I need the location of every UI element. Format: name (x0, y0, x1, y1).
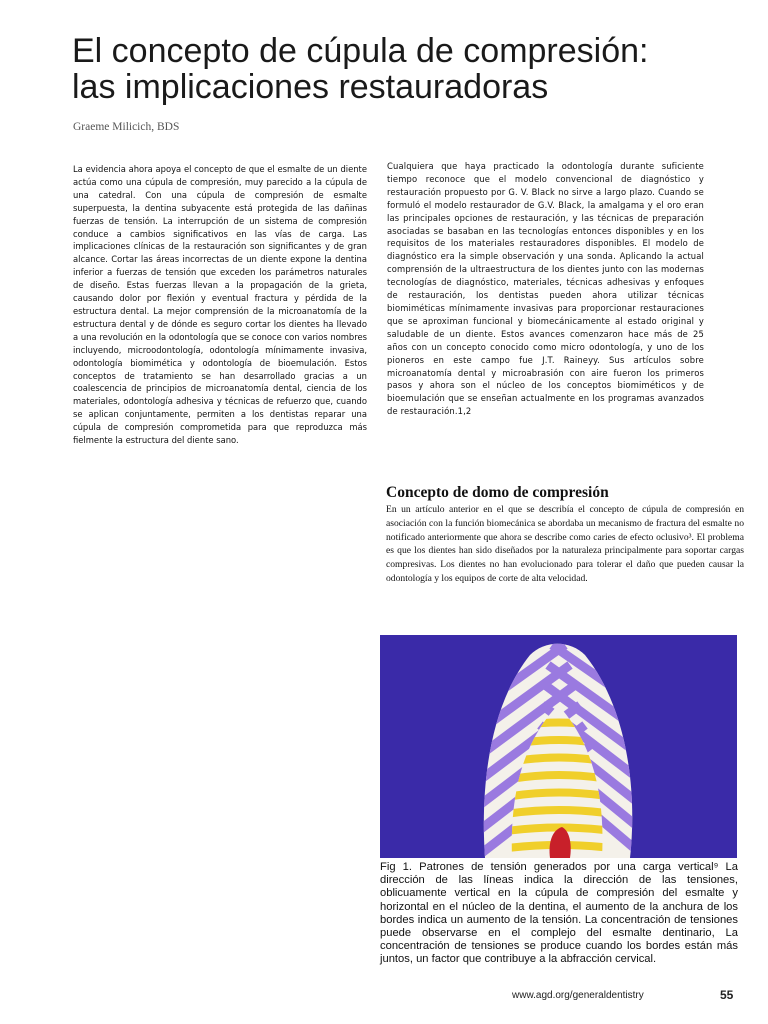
section-paragraph: En un artículo anterior en el que se describía el concepto de cúpula de compresión en asociación con la función biomecánica se abordaba un mecanismo de fractura del esmalte no notificado anteriormente que ahora se describe como caries de efecto oclusivo³. El problema es que los dientes han sido diseñados por la naturaleza principalmente para soportar cargas compresivas. Los dientes no han evolucionado para tolerar el daño que pueden causar la odontología y los equipos de corte de alta velocidad. (386, 504, 744, 584)
abstract-paragraph: La evidencia ahora apoya el concepto de que el esmalte de un diente actúa como una cúpula de compresión, muy parecido a la cúpula de una catedral. Con una cúpula de compresión de esmalte superpuesta, la dentina subyacente está protegida de las dañinas fuerzas de tensión. La interrupción de un sistema de compresión conduce a cambios significativos en las vías de carga. Las implicaciones clínicas de la restauración son significantes y de gran alcance. Cortar las áreas incorrectas de un diente expone la dentina inferior a fuerzas de tensión que exceden los parámetros naturales de diseño. Estas fuerzas llevan a la propagación de la grieta, causando dolor por flexión y eventual fractura y pérdida de la estructura dental. La mejor comprensión de la microanatomía de la estructura dental y de dónde es seguro cortar los dientes ha llevado a una revolución en la odontología que se conoce con varios nombres incluyendo, microodontología, odontología mínimamente invasiva, odontología biomimética y odontología de bioemulación. Estos conceptos de tratamiento se han desarrollado gracias a un coalescencia de principios de microanatomía dental, ciencia de los materiales, odontología adhesiva y técnicas de refuerzo que, cuando se aplican conjuntamente, permiten a los dentistas reparar una cúpula de compresión comprometida para que reproduzca más fielmente la estructura del diente sano. (73, 164, 367, 446)
article-title-line-1: El concepto de cúpula de compresión: (72, 32, 649, 70)
figure-caption: Fig 1. Patrones de tensión generados por una carga vertical⁹ La dirección de las líneas indica la dirección de las tensiones, oblicuamente vertical en la cúpula de compresión del esmalte y horizontal en el núcleo de la dentina, el aumento de la anchura de los bordes indica un aumento de la tensión. La concentración de tensiones puede observarse en el complejo del esmalte dentinario, La concentración de tensiones se produce cuando los bordes están más juntos, un factor que contribuye a la abfracción cervical. (380, 861, 738, 966)
tooth-stress-illustration (380, 635, 737, 858)
page-number: 55 (720, 988, 734, 1002)
author-byline: Graeme Milicich, BDS (73, 121, 180, 133)
article-title (72, 33, 732, 105)
intro-paragraph: Cualquiera que haya practicado la odontología durante suficiente tiempo reconoce que el modelo convencional de diagnóstico y restauración propuesto por G. V. Black no sirve a largo plazo. Cuando se formuló el modelo restaurador de G.V. Black, la amalgama y el oro eran las principales opciones de restauración, y las técnicas de preparación asociadas se basaban en las tecnologías entonces disponibles y en los requisitos de los materiales restauradores disponibles. El modelo de diagnóstico era la simple observación y una sonda. Aplicando la actual comprensión de la ultraestructura de los dientes junto con las modernas tecnologías de diagnóstico, materiales, técnicas adhesivas y enfoques de restauración, los dentistas pueden ahora utilizar técnicas biomiméticas mínimamente invasivas para proporcionar restauraciones que se aproximan funcional y biomecánicamente al estado original y saludable de un diente. Estos avances comenzaron hace más de 25 años con un concepto conocido como micro odontología, y uno de los pioneros en este campo fue J.T. Raineyy. Sus artículos sobre microanatomía dental y microabrasión con aire fueron los primeros pasos y ahora son el núcleo de los conceptos biomiméticos y de bioemulación que se enseñan actualmente en los programas avanzados de restauración.1,2 (387, 161, 704, 417)
journal-url[interactable]: www.agd.org/generaldentistry (512, 990, 644, 1001)
section-heading: Concepto de domo de compresión (386, 484, 609, 501)
stress-pattern-figure (380, 635, 737, 858)
article-title-line-2: las implicaciones restauradoras (72, 68, 549, 106)
